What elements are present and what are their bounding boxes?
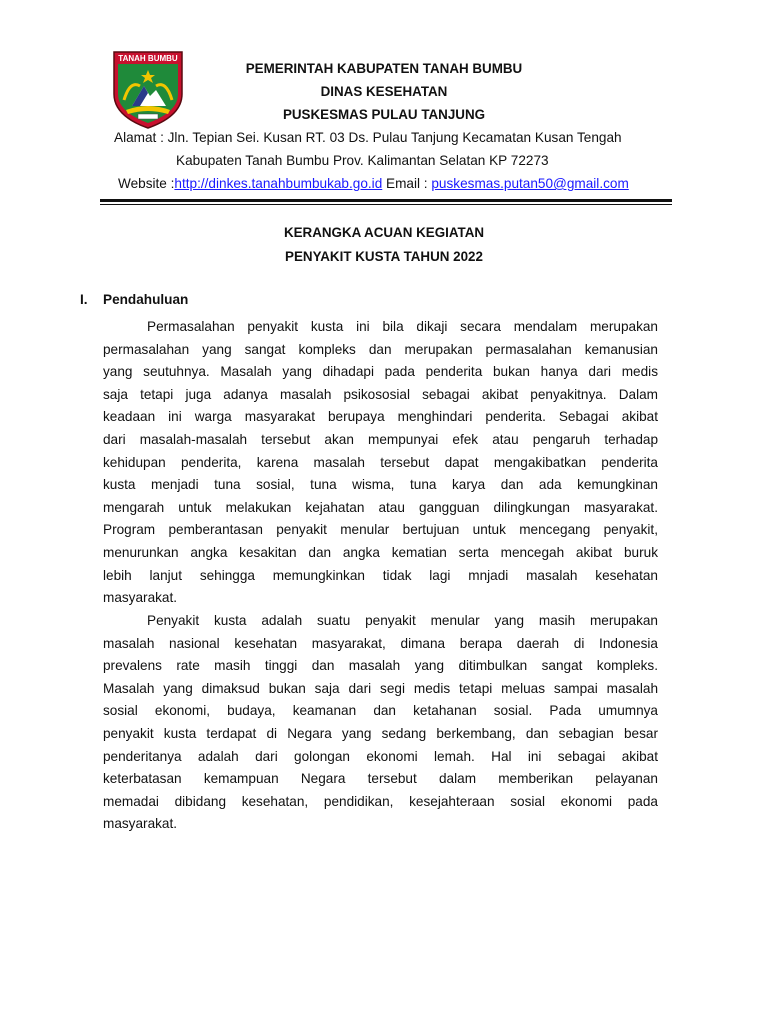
header-address-line2: Kabupaten Tanah Bumbu Prov. Kalimantan Selatan KP 72273 bbox=[176, 153, 549, 168]
paragraph-line: mengarah untuk melakukan kejahatan atau gangguan dilingkungan masyarakat. bbox=[103, 499, 658, 515]
paragraph-line: menurunkan angka kesakitan dan angka kematian serta mencegah akibat buruk bbox=[103, 544, 658, 560]
paragraph-line: masyarakat. bbox=[103, 590, 178, 606]
paragraph-2 bbox=[103, 610, 658, 836]
paragraph-line: masyarakat. bbox=[103, 816, 178, 832]
header-divider-thin bbox=[100, 204, 672, 205]
website-link[interactable]: http://dinkes.tanahbumbukab.go.id bbox=[174, 176, 383, 191]
paragraph-line: memadai dibidang kesehatan, pendidikan, kesejahteraan sosial ekonomi pada bbox=[103, 793, 658, 809]
paragraph-line: Masalah yang dimaksud bukan saja dari segi medis tetapi meluas sampai masalah bbox=[103, 680, 658, 696]
paragraph-line: masalah nasional kesehatan masyarakat, dimana berapa daerah di Indonesia bbox=[103, 635, 658, 651]
document-title: KERANGKA ACUAN KEGIATAN bbox=[283, 225, 485, 240]
paragraph-line: penyakit kusta terdapat di Negara yang sedang berkembang, dan sebagian besar bbox=[103, 725, 658, 741]
paragraph-line: yang seutuhnya. Masalah yang dihadapi pada penderita bukan hanya dari medis bbox=[103, 364, 658, 380]
email-link[interactable]: puskesmas.putan50@gmail.com bbox=[431, 176, 629, 191]
paragraph-line: dari masalah-masalah tersebut akan mempunyai efek atau pengaruh terhadap bbox=[103, 431, 658, 447]
paragraph-line: kusta menjadi tuna sosial, tuna wisma, tuna karya dan ada kemungkinan bbox=[103, 477, 658, 493]
paragraph-line: kehidupan penderita, karena masalah tersebut dapat mengakibatkan penderita bbox=[103, 454, 658, 470]
paragraph-line: saja tetapi juga adanya masalah psikososial sebagai akibat penyakitnya. Dalam bbox=[103, 386, 658, 402]
header-government: PEMERINTAH KABUPATEN TANAH BUMBU bbox=[245, 61, 523, 76]
paragraph-line: permasalahan yang sangat kompleks dan merupakan permasalahan kemanusian bbox=[103, 341, 658, 357]
header-address-line1: Alamat : Jln. Tepian Sei. Kusan RT. 03 Ds. Pulau Tanjung Kecamatan Kusan Tengah bbox=[114, 130, 622, 145]
header-puskesmas: PUSKESMAS PULAU TANJUNG bbox=[282, 107, 486, 122]
paragraph-line: Permasalahan penyakit kusta ini bila dikaji secara mendalam merupakan bbox=[147, 319, 658, 334]
website-label: Website : bbox=[118, 176, 175, 191]
logo-text: TANAH BUMBU bbox=[118, 54, 178, 63]
section-number: I. bbox=[80, 292, 88, 307]
header-contact bbox=[118, 175, 629, 193]
email-label: Email : bbox=[382, 176, 432, 191]
paragraph-line: prevalens rate masih tinggi dan masalah yang ditimbulkan sangat kompleks. bbox=[103, 658, 658, 674]
header-department: DINAS KESEHATAN bbox=[320, 84, 448, 99]
section-title: Pendahuluan bbox=[103, 292, 189, 307]
paragraph-line: lebih lanjut sehingga memungkinkan tidak lagi mnjadi masalah kesehatan bbox=[103, 567, 658, 583]
paragraph-line: penderitanya adalah dari golongan ekonomi lemah. Hal ini sebagai akibat bbox=[103, 748, 658, 764]
paragraph-line: Program pemberantasan penyakit menular bertujuan untuk mencegang penyakit, bbox=[103, 522, 658, 538]
paragraph-line: keadaan ini warga masyarakat berupaya menghindari penderita. Sebagai akibat bbox=[103, 409, 658, 425]
paragraph-line: sosial ekonomi, budaya, keamanan dan ketahanan sosial. Pada umumnya bbox=[103, 703, 658, 719]
paragraph-1 bbox=[103, 316, 658, 610]
document-subtitle: PENYAKIT KUSTA TAHUN 2022 bbox=[285, 249, 483, 264]
paragraph-line: Penyakit kusta adalah suatu penyakit menular yang masih merupakan bbox=[147, 613, 658, 628]
header-divider-thick bbox=[100, 199, 672, 202]
paragraph-line: keterbatasan kemampuan Negara tersebut dalam memberikan pelayanan bbox=[103, 771, 658, 787]
